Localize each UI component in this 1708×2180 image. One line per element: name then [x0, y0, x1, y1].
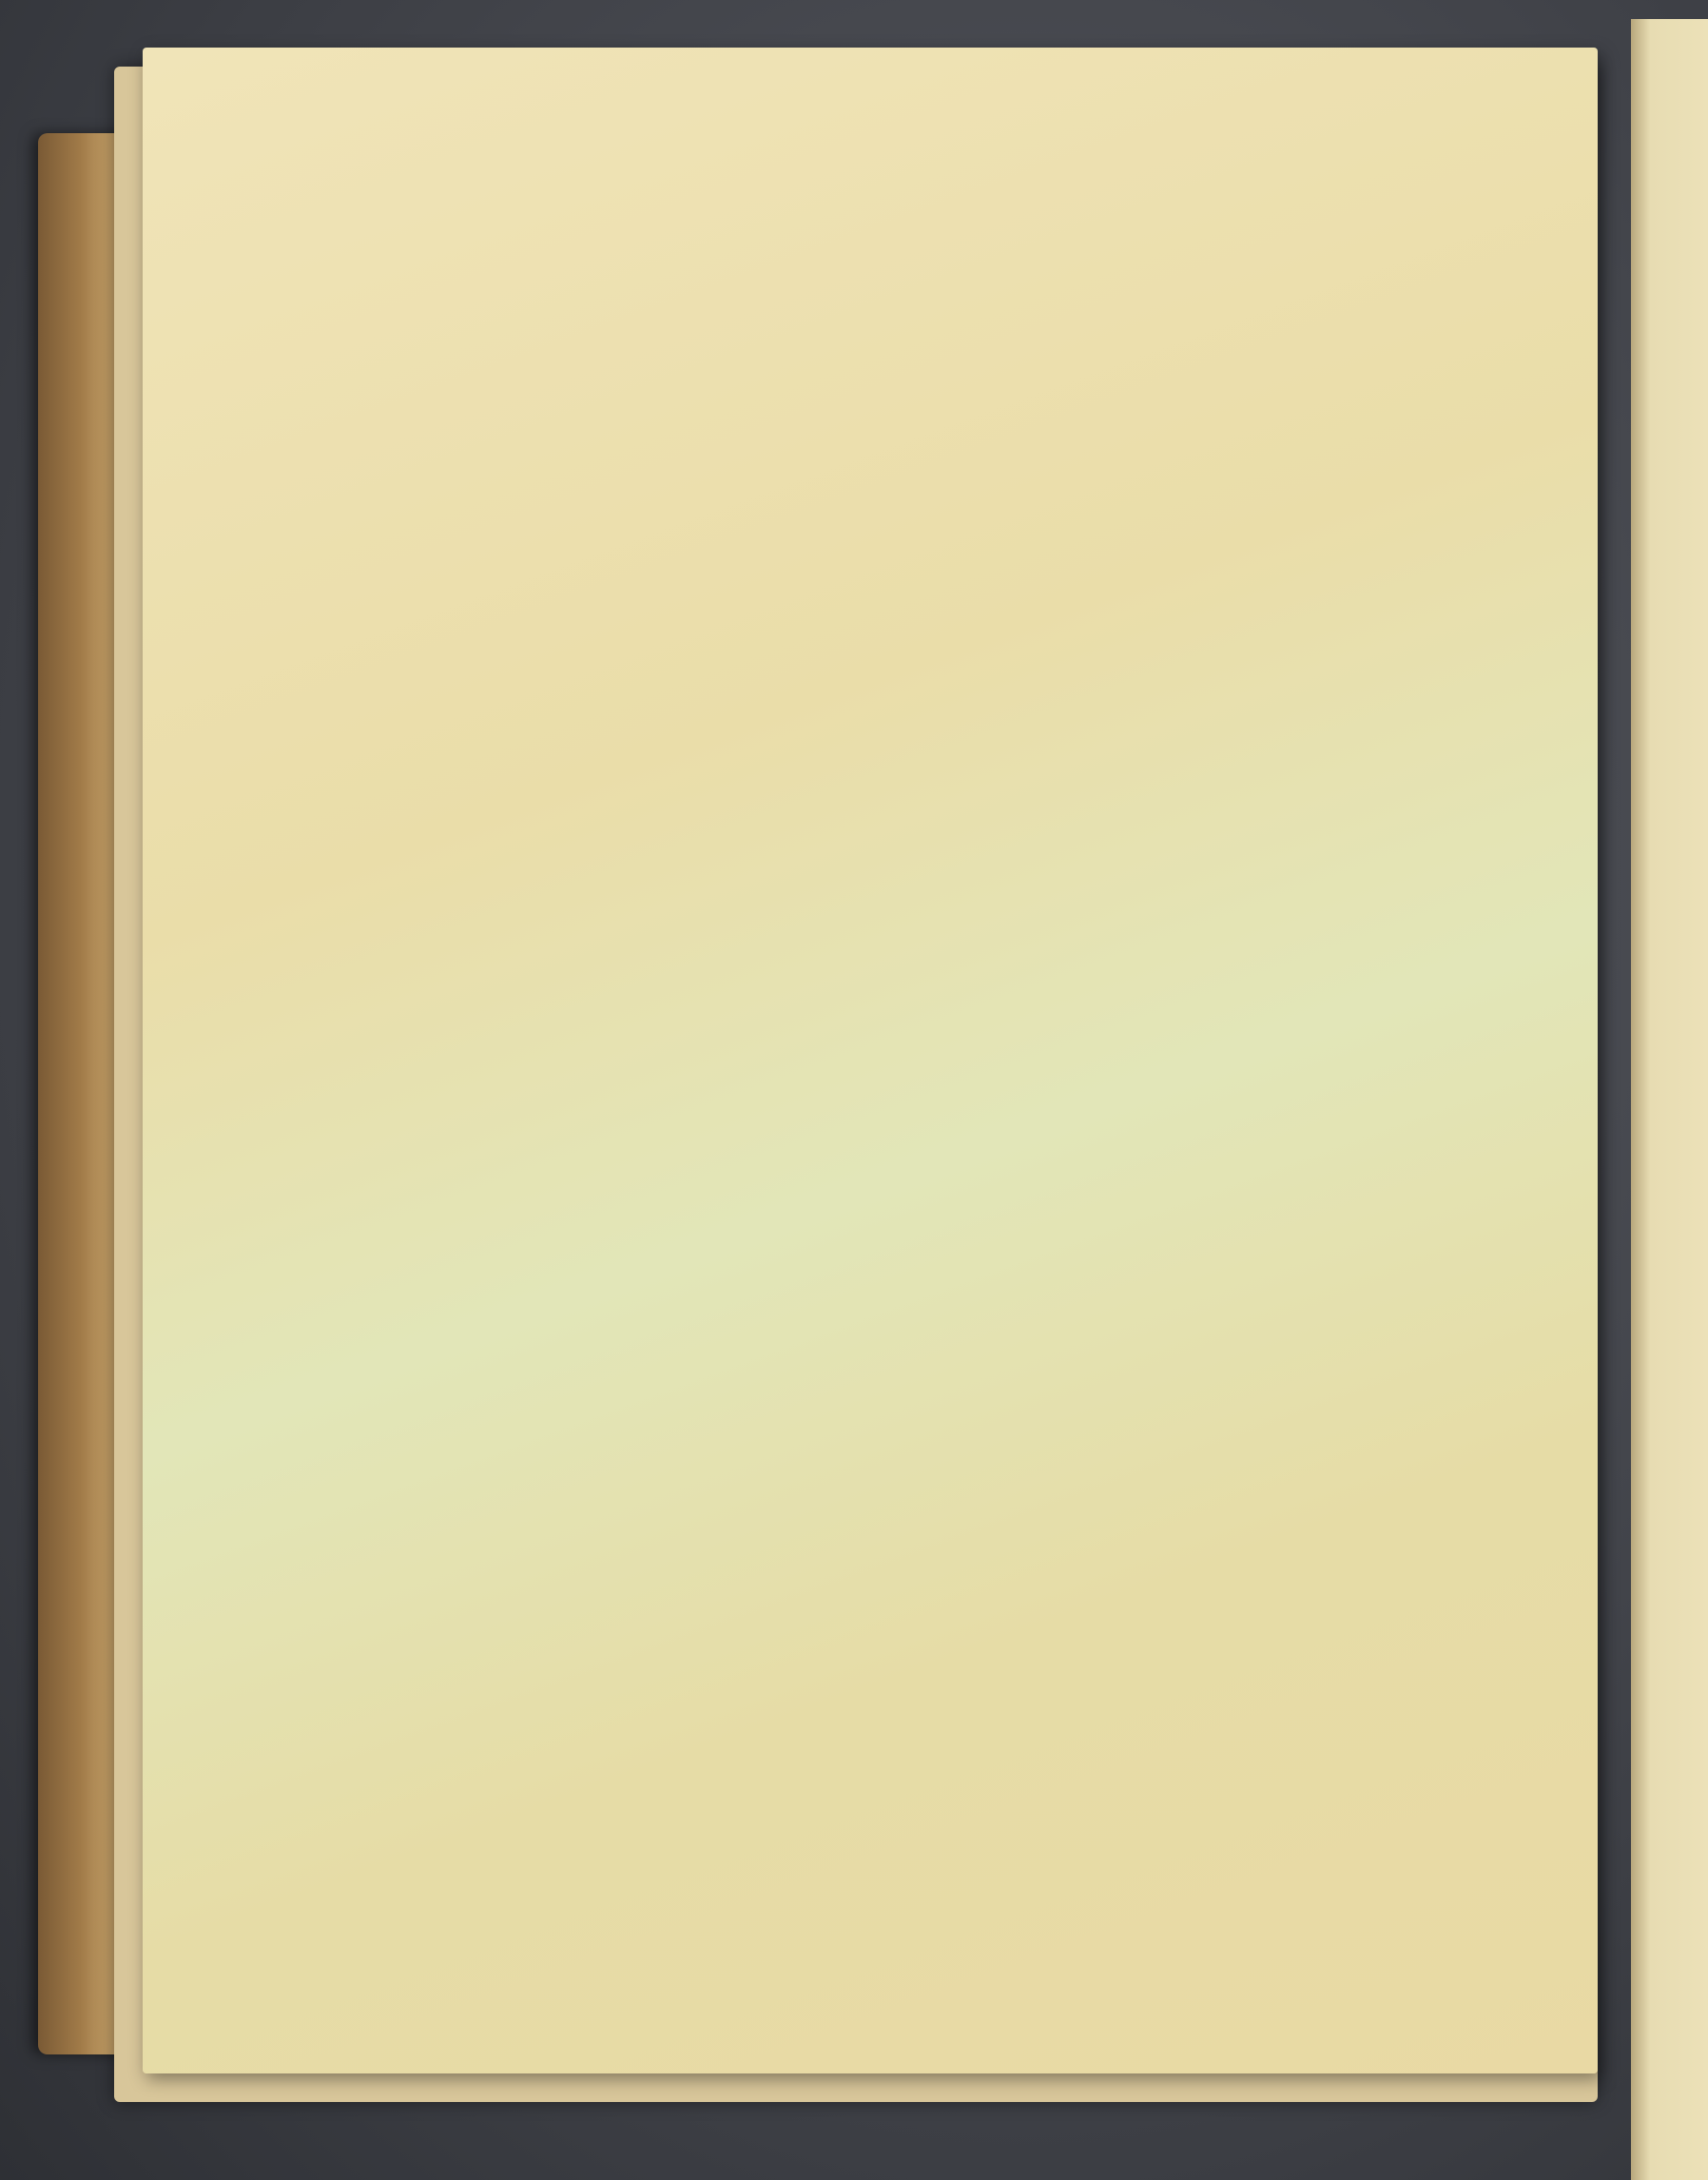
facing-page-fragment [1631, 19, 1708, 2180]
book-page [143, 48, 1598, 2073]
stage-direction [238, 174, 1531, 216]
section-heading [238, 136, 1531, 174]
page-text-block [238, 119, 1531, 250]
catchword-line [238, 216, 1531, 250]
